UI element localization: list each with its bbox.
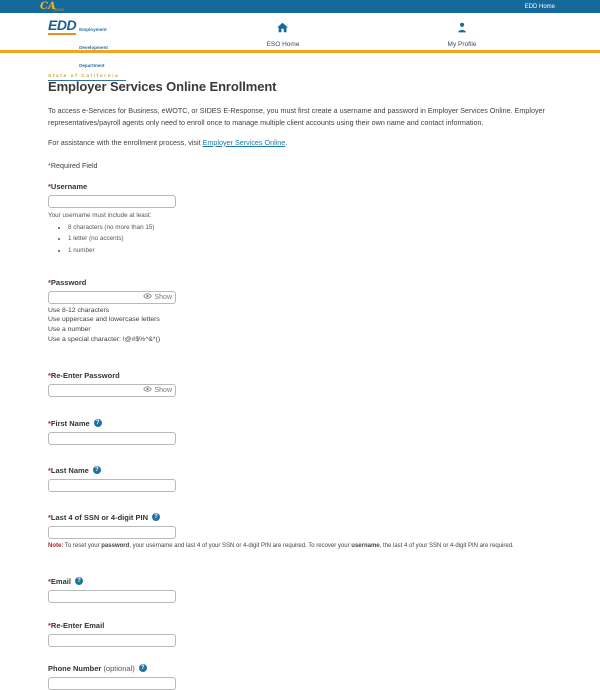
last-name-input[interactable]	[48, 479, 176, 492]
home-icon	[277, 20, 289, 38]
reenter-password-show-button[interactable]: Show	[143, 386, 172, 394]
username-label: *Username	[48, 181, 88, 191]
reenter-email-input[interactable]	[48, 634, 176, 647]
ca-gov-logo[interactable]: CA GOV	[40, 0, 65, 12]
help-icon[interactable]: ?	[94, 419, 102, 427]
utility-bar	[0, 0, 600, 13]
password-show-button[interactable]: Show	[143, 293, 172, 301]
main-content	[0, 53, 600, 690]
phone-input[interactable]	[48, 677, 176, 690]
intro-paragraph: To access e-Services for Business, eWOTC, or SIDES E-Response, you must first create a username and password in Employer Services Online. Employer representatives/payroll agents only need to enroll once to manage multiple client accounts using their own name and contact information.	[48, 106, 545, 127]
username-requirement: • 8 characters (no more than 15)	[68, 224, 556, 231]
nav-my-profile-label: My Profile	[447, 41, 477, 48]
eye-icon	[143, 293, 152, 301]
reenter-email-label: *Re-Enter Email	[48, 620, 105, 630]
password-label: *Password	[48, 277, 87, 287]
ssn-pin-section	[48, 513, 556, 549]
edd-logo-acronym: EDD	[48, 17, 77, 33]
help-icon[interactable]: ?	[93, 466, 101, 474]
help-icon[interactable]: ?	[139, 664, 147, 672]
employer-services-online-link[interactable]: Employer Services Online	[202, 137, 286, 147]
username-input[interactable]	[48, 195, 176, 208]
edd-home-link[interactable]: EDD Home	[524, 3, 555, 10]
phone-label: Phone Number (optional) ?	[48, 664, 556, 673]
required-field-note: *Required Field	[48, 160, 98, 170]
password-section	[48, 278, 556, 344]
site-header	[0, 13, 600, 79]
first-name-label: *First Name ?	[48, 419, 556, 428]
password-hints: Use 8-12 characters Use uppercase and lowercase letters Use a number Use a special character: !@#$%^&*()	[48, 306, 161, 343]
last-name-label: *Last Name ?	[48, 466, 556, 475]
username-requirement: • 1 number	[68, 247, 556, 254]
help-icon[interactable]: ?	[75, 577, 83, 585]
assistance-paragraph: For assistance with the enrollment process, visit Employer Services Online.	[48, 137, 288, 147]
ssn-pin-note: Note: To reset your password, your username and last 4 of your SSN or 4-digit PIN are required. To recover your username, the last 4 of your SSN or 4-digit PIN are required.	[48, 542, 514, 549]
eye-icon	[143, 386, 152, 394]
nav-eso-home-label: ESO Home	[266, 41, 300, 48]
ca-gov-logo-text: CA	[40, 0, 56, 12]
email-section	[48, 577, 556, 603]
username-section	[48, 182, 556, 254]
person-icon	[457, 20, 468, 38]
reenter-password-section	[48, 371, 556, 397]
email-input[interactable]	[48, 590, 176, 603]
edd-logo[interactable]: EDD Employment Development Department State of California	[48, 18, 126, 81]
phone-section	[48, 664, 556, 690]
username-requirement: • 1 letter (no accents)	[68, 235, 556, 242]
page-title: Employer Services Online Enrollment	[48, 79, 277, 94]
username-hint-title: Your username must include at least:	[48, 211, 152, 219]
reenter-password-label: *Re-Enter Password	[48, 370, 120, 380]
reenter-email-section	[48, 621, 556, 647]
last-name-section	[48, 466, 556, 492]
nav-eso-home[interactable]	[267, 20, 300, 48]
help-icon[interactable]: ?	[152, 513, 160, 521]
email-label: *Email ?	[48, 577, 556, 586]
ssn-pin-label: *Last 4 of SSN or 4-digit PIN ?	[48, 513, 556, 522]
first-name-input[interactable]	[48, 432, 176, 445]
required-asterisk: *	[48, 160, 51, 170]
first-name-section	[48, 419, 556, 445]
username-requirements-list	[68, 224, 556, 254]
edd-logo-state: State of California	[48, 74, 126, 81]
nav-my-profile[interactable]	[448, 20, 477, 48]
ssn-pin-input[interactable]	[48, 526, 176, 539]
